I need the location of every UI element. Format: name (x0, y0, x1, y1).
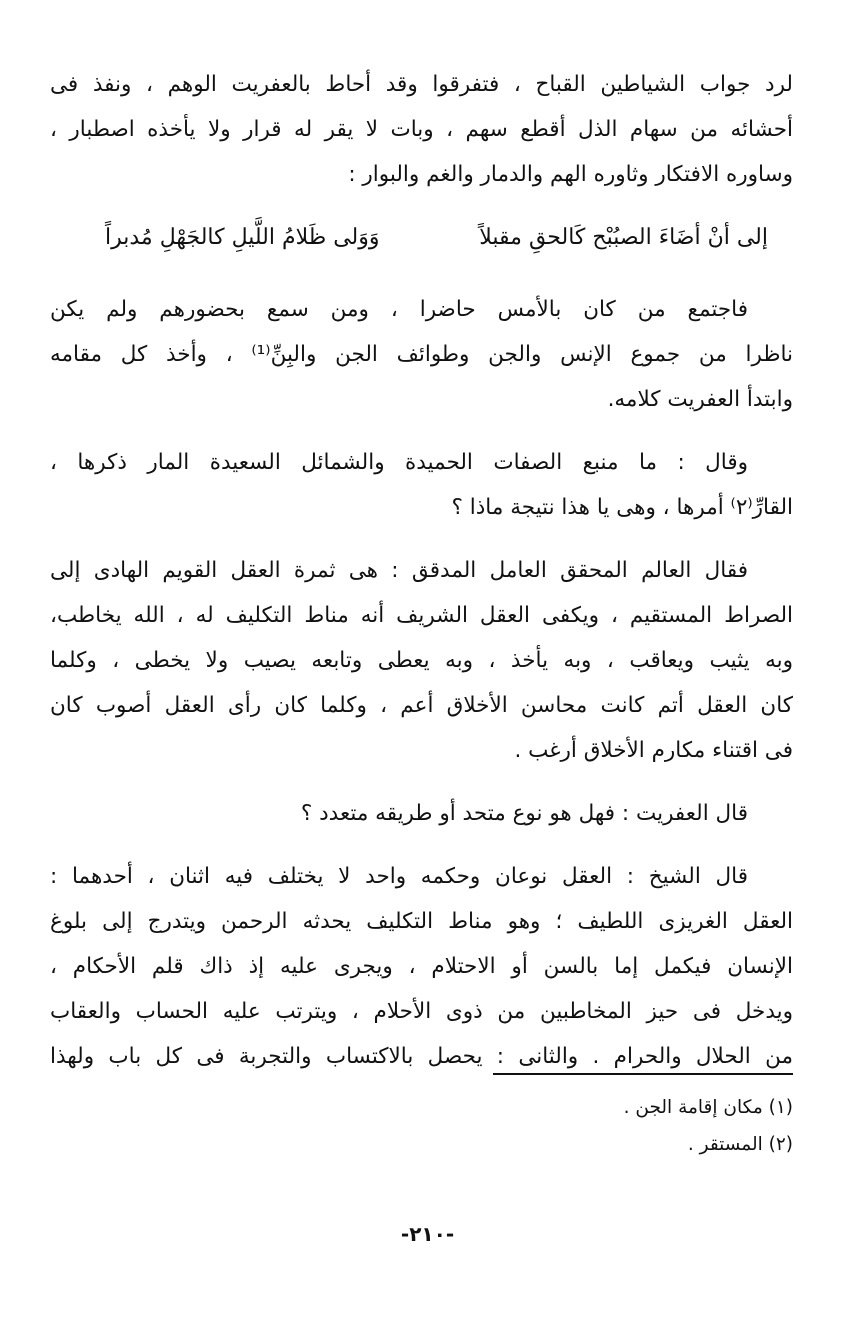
poetry-verse (50, 215, 793, 261)
page-number: -٢١٠- (400, 1222, 455, 1246)
verse-second-hemistich: وَوَلى ظَلامُ اللَّيلِ كالجَهْلِ مُدبراً (105, 225, 380, 250)
text-line: ناظرا من جموع الإنس والجن وطوائف الجن والبِنِّ⁽¹⁾ ، وأخذ كل مقامه (50, 342, 793, 367)
text-line: وبه يثيب ويعاقب ، وبه يأخذ ، وبه يعطى وتابعه يصيب ولا يخطى ، وكلما (50, 648, 793, 673)
paragraph-6 (50, 854, 793, 1079)
text-line: فقال العالم المحقق العامل المدقق : هى ثمرة العقل القويم الهادى إلى (50, 558, 748, 583)
paragraph-1 (50, 62, 793, 197)
text-line: من الحلال والحرام . والثانى : يحصل بالاكتساب والتجربة فى كل باب ولهذا (50, 1044, 793, 1069)
text-line: قال الشيخ : العقل نوعان وحكمه واحد لا يختلف فيه اثنان ، أحدهما : (50, 864, 748, 889)
text-line: الإنسان فيكمل إما بالسن أو الاحتلام ، ويجرى عليه إذ ذاك قلم الأحكام ، (50, 954, 793, 979)
text-line: فى اقتناء مكارم الأخلاق أرغب . (514, 738, 793, 763)
text-line: وساوره الافتكار وثاوره الهم والدمار والغم والبوار : (348, 162, 793, 187)
text-line: القارِّ⁽٢⁾ أمرها ، وهى يا هذا نتيجة ماذا ؟ (451, 495, 793, 520)
paragraph-5 (50, 791, 793, 836)
text-line: لرد جواب الشياطين القباح ، فتفرقوا وقد أحاط بالعفريت الوهم ، ونفذ فى (50, 72, 793, 97)
footnotes (50, 1089, 793, 1163)
text-line: العقل الغريزى اللطيف ؛ وهو مناط التكليف يحدثه الرحمن ويتدرج إلى بلوغ (50, 909, 793, 934)
text-line: أحشائه من سهام الذل أقطع سهم ، وبات لا يقر له قرار ولا يأخذه اصطبار ، (50, 117, 793, 142)
text-line: الصراط المستقيم ، ويكفى العقل الشريف أنه مناط التكليف له ، الله يخاطب، (50, 603, 793, 628)
text-line: ويدخل فى حيز المخاطبين من ذوى الأحلام ، ويترتب عليه الحساب والعقاب (50, 999, 793, 1024)
text-line: فاجتمع من كان بالأمس حاضرا ، ومن سمع بحضورهم ولم يكن (50, 297, 748, 322)
document-page (50, 62, 793, 1163)
text-line: كان العقل أتم كانت محاسن الأخلاق أعم ، وكلما كان رأى العقل أصوب كان (50, 693, 793, 718)
footnote-2: (٢) المستقر . (687, 1134, 793, 1155)
paragraph-4 (50, 548, 793, 773)
paragraph-3 (50, 440, 793, 530)
paragraph-2 (50, 287, 793, 422)
footnote-1: (١) مكان إقامة الجن . (623, 1097, 793, 1118)
verse-first-hemistich: إلى أنْ أضَاءَ الصبُبْح كَالحقِ مقبلاً (479, 225, 768, 250)
text-line: وابتدأ العفريت كلامه. (607, 387, 793, 412)
text-line: قال العفريت : فهل هو نوع متحد أو طريقه متعدد ؟ (300, 801, 748, 826)
text-line: وقال : ما منبع الصفات الحميدة والشمائل السعيدة المار ذكرها ، (50, 450, 748, 475)
